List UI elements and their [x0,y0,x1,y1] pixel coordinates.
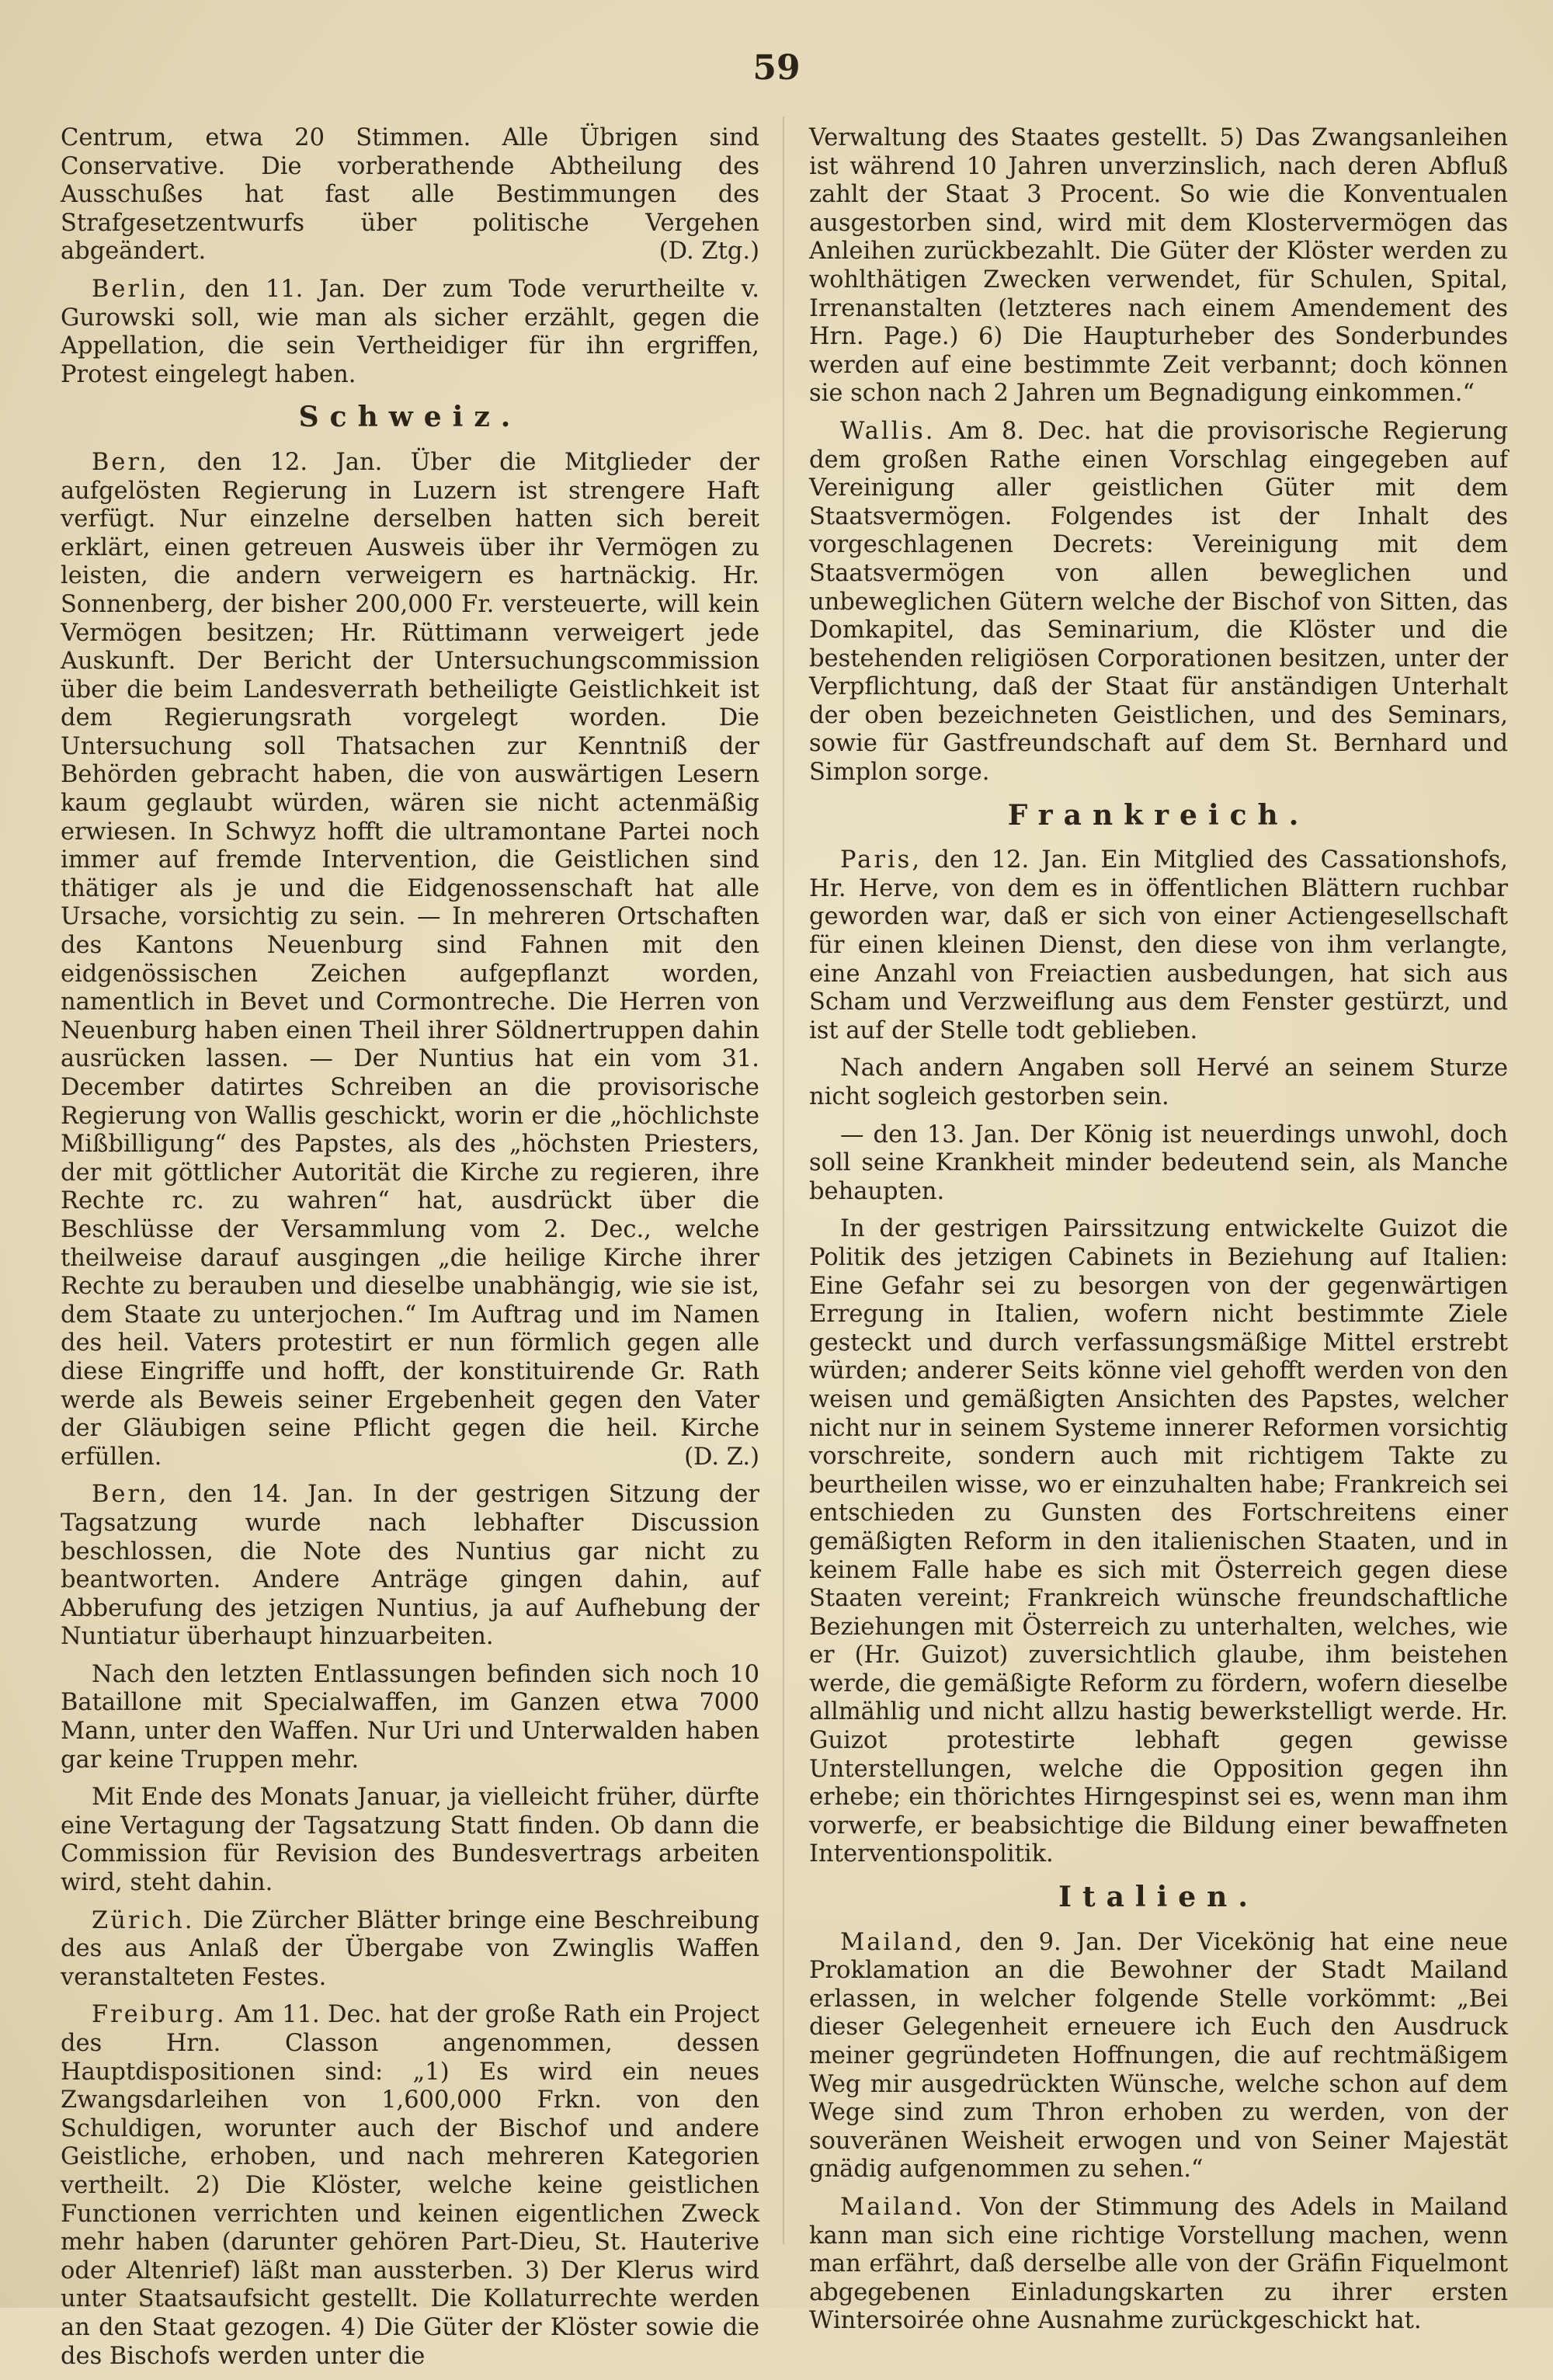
dateline: Paris, [840,846,922,874]
dateline: Zürich. [92,1906,195,1934]
article-paragraph [809,1215,1508,1869]
paragraph-text: Nach den letzten Entlassungen befinden sich noch 10 Bataillone mit Specialwaffen, im Ganzen etwa 7000 Mann, unter den Waffen. Nur Uri und Unterwalden haben gar keine Truppen mehr. [61,1660,759,1774]
article-paragraph [61,276,759,389]
article-paragraph [809,124,1508,408]
dateline: Bern, [92,1481,169,1509]
article-paragraph [809,1054,1508,1111]
article-paragraph [809,846,1508,1045]
paragraph-text: Am 11. Dec. hat der große Rath ein Project des Hrn. Classon angenommen, dessen Hauptdispositionen sind: „1) Es wird ein neues Zwangsdarleihen von 1,600,000 Frkn. von den Schuldigen, worunter auch der Bischof und andere Geistliche, erhoben, und nach mehreren Kategorien vertheilt. 2) Die Klöster, welche keine geistlichen Functionen verrichten und keinen eigentlichen Zweck mehr haben (darunter gehören Part-Dieu, St. Hauterive oder Altenrief) läßt man aussterben. 3) Der Klerus wird unter Staatsaufsicht gestellt. Die Kollaturrechte werden an den Staat gezogen. 4) Die Güter der Klöster sowie die des Bischofs werden unter die [61,2001,759,2370]
paragraph-text: In der gestrigen Pairssitzung entwickelte Guizot die Politik des jetzigen Cabinets in Beziehung auf Italien: Eine Gefahr sei zu besorgen von der gegenwärtigen Erregung in Italien, wofern nicht bestimmte Ziele gesteckt und durch verfassungsmäßige Mittel erstrebt würden; anderer Seits könne viel gehofft werden von den weisen und gemäßigten Ansichten des Papstes, welcher nicht nur in seinem Systeme innerer Reformen vorsichtig vorschreite, sondern auch mit richtigem Takte zu beurtheilen wisse, wo er einzuhalten habe; Frankreich sei entschieden zu Gunsten des Fortschreitens einer gemäßigten Reform in den italienischen Staaten, und in keinem Falle habe es sich mit Österreich gegen diese Staaten vereint; Frankreich wünsche freundschaftliche Beziehungen mit Österreich zu unterhalten, welches, wie er (Hr. Guizot) zuversichtlich glaube, ihm beistehen werde, die gemäßigte Reform zu fördern, wofern dieselbe allmählig und nicht allzu hastig bewerkstelligt werde. Hr. Guizot protestirte lebhaft gegen gewisse Unterstellungen, welche die Opposition gegen ihn erhebe; ein thörichtes Hirngespinst sei es, wenn man ihm vorwerfe, er beabsichtige die Bildung einer bewaffneten Interventionspolitik. [809,1215,1508,1868]
paragraph-text: Die Zürcher Blätter bringe eine Beschreibung des aus Anlaß der Übergabe von Zwinglis Waffen veranstalteten Festes. [61,1906,759,1991]
article-paragraph [61,1907,759,1993]
dateline: Freiburg. [92,2001,227,2029]
paragraph-text: Mit Ende des Monats Januar, ja vielleicht früher, dürfte eine Vertagung der Tagsatzung Statt finden. Ob dann die Commission für Revision des Bundesvertrags arbeiten wird, steht dahin. [61,1784,759,1897]
article-paragraph [809,1929,1508,2184]
dateline: Wallis. [840,417,936,445]
source-citation: (D. Z.) [684,1443,759,1471]
paragraph-text: den 12. Jan. Ein Mitglied des Cassationshofs, Hr. Herve, von dem es in öffentlichen Blättern ruchbar geworden war, daß er sich von einer Actiengesellschaft für einen kleinen Dienst, den diese von ihm verlangte, eine Anzahl von Freiactien ausbedungen, hat sich aus Scham und Verzweiflung aus dem Fenster gestürzt, und ist auf der Stelle todt geblieben. [809,846,1509,1044]
paragraph-text: Verwaltung des Staates gestellt. 5) Das Zwangsanleihen ist während 10 Jahren unverzinslich, nach deren Abfluß zahlt der Staat 3 Procent. So wie die Konventualen ausgestorben sind, wird mit dem Klostervermögen das Anleihen zurückbezahlt. Die Güter der Klöster werden zu wohlthätigen Zwecken verwendet, für Schulen, Spital, Irrenanstalten (letzteres nach einem Amendement des Hrn. Page.) 6) Die Haupturheber des Sonderbundes werden auf eine bestimmte Zeit verbannt; doch können sie schon nach 2 Jahren um Begnadigung einkommen.“ [809,124,1508,408]
article-paragraph [61,124,759,266]
dateline: Bern, [92,448,169,476]
article-paragraph [809,418,1508,787]
paragraph-text: den 14. Jan. In der gestrigen Sitzung der Tagsatzung wurde nach lebhafter Discussion beschlossen, die Note des Nuntius gar nicht zu beantworten. Andere Anträge gingen dahin, auf Abberufung des jetzigen Nuntius, ja auf Aufhebung der Nuntiatur überhaupt hinzuarbeiten. [61,1481,759,1651]
article-paragraph [61,449,759,1471]
dateline: Mailand, [840,1928,964,1956]
section-heading-schweiz: Schweiz. [298,401,522,434]
column-divider [783,116,784,2244]
article-paragraph [61,1481,759,1652]
paragraph-text: Nach andern Angaben soll Hervé an seinem Sturze nicht sogleich gestorben sein. [809,1054,1508,1110]
paragraph-text: Am 8. Dec. hat die provisorische Regierung dem großen Rathe einen Vorschlag eingegeben auf Vereinigung aller geistlichen Güter mit dem Staatsvermögen. Folgendes ist der Inhalt des vorgeschlagenen Decrets: Vereinigung mit dem Staatsvermögen von allen beweglichen und unbeweglichen Gütern welche der Bischof von Sitten, das Domkapitel, das Seminarium, die Klöster und die bestehenden religiösen Corporationen besitzen, unter der Verpflichtung, daß der Staat für anständigen Unterhalt der oben bezeichneten Geistlichen, und des Seminars, sowie für Gastfreundschaft auf dem St. Bernhard und Simplon sorge. [809,417,1508,787]
paragraph-text: — den 13. Jan. Der König ist neuerdings unwohl, doch soll seine Krankheit minder bedeutend sein, als Manche behaupten. [809,1121,1508,1205]
section-heading-italien: Italien. [1058,1881,1259,1914]
section-heading-frankreich: Frankreich. [1007,798,1310,832]
paragraph-text: den 11. Jan. Der zum Tode verurtheilte v. Gurowski soll, wie man als sicher erzählt, gegen die Appellation, die sein Vertheidiger für ihn ergriffen, Protest eingelegt haben. [61,275,759,388]
source-citation: (D. Ztg.) [658,238,759,266]
paragraph-text: Centrum, etwa 20 Stimmen. Alle Übrigen sind Conservative. Die vorberathende Abtheilung des Ausschußes hat fast alle Bestimmungen des Strafgesetzentwurfs über politische Vergehen abgeändert. [61,124,759,266]
dateline: Mailand. [840,2193,964,2221]
right-column [809,124,1508,2345]
paragraph-text: den 12. Jan. Über die Mitglieder der aufgelösten Regierung in Luzern ist strengere Haft verfügt. Nur einzelne derselben hatten sich bereit erklärt, einen getreuen Ausweis über ihr Vermögen zu leisten, die andern verweigern es hartnäckig. Hr. Sonnenberg, der bisher 200,000 Fr. versteuerte, will kein Vermögen besitzen; Hr. Rüttimann verweigert jede Auskunft. Der Bericht der Untersuchungscommission über die beim Landesverrath betheiligte Geistlichkeit ist dem Regierungsrath vorgelegt worden. Die Untersuchung soll Thatsachen zur Kenntniß der Behörden gebracht haben, die von auswärtigen Lesern kaum geglaubt würden, wären sie nicht actenmäßig erwiesen. In Schwyz hofft die ultramontane Partei noch immer auf fremde Intervention, die Geistlichen sind thätiger als je und die Eidgenossenschaft hat alle Ursache, vorsichtig zu sein. — In mehreren Ortschaften des Kantons Neuenburg sind Fahnen mit den eidgenössischen Zeichen aufgepflanzt worden, namentlich in Bevet und Cormontreche. Die Herren von Neuenburg haben einen Theil ihrer Söldnertruppen dahin ausrücken lassen. — Der Nuntius hat ein vom 31. December datirtes Schreiben an die provisorische Regierung von Wallis geschickt, worin er die „höchlichste Mißbilligung“ des Papstes, als des „höchsten Priesters, der mit göttlicher Autorität die Kirche zu regieren, ihre Rechte rc. zu wahren“ hat, ausdrückt über die Beschlüsse der Versammlung vom 2. Dec., welche theilweise darauf ausgingen „die heilige Kirche ihrer Rechte zu berauben und dieselbe unabhängig, wie sie ist, dem Staate zu unterjochen.“ Im Auftrag und im Namen des heil. Vaters protestirt er nun förmlich gegen alle diese Eingriffe und hofft, der konstituirende Gr. Rath werde als Beweis seiner Ergebenheit gegen den Vater der Gläubigen seine Pflicht gegen die heil. Kirche erfüllen. [61,448,759,1471]
page-number: 59 [752,48,801,88]
paragraph-text: den 9. Jan. Der Vicekönig hat eine neue Proklamation an die Bewohner der Stadt Mailand erlassen, in welcher folgende Stelle vorkömmt: „Bei dieser Gelegenheit erneuere ich Euch den Ausdruck meiner gegründeten Hoffnungen, die auf rechtmäßigem Weg mir ausgedrückten Wünsche, welche schon auf dem Wege sind zum Thron erhoben zu werden, von der souveränen Weisheit erwogen und von Seiner Majestät gnädig aufgenommen zu sehen.“ [809,1928,1508,2184]
article-paragraph [61,1784,759,1897]
article-paragraph [809,1121,1508,1207]
left-column [61,124,759,2380]
article-paragraph [809,2194,1508,2336]
article-paragraph [61,1661,759,1774]
dateline: Berlin, [92,275,189,303]
article-paragraph [61,2001,759,2371]
paragraph-text: Von der Stimmung des Adels in Mailand kann man sich eine richtige Vorstellung machen, wenn man erfährt, daß derselbe alle von der Gräfin Fiquelmont abgegebenen Einladungskarten zu ihrer ersten Wintersoirée ohne Ausnahme zurückgeschickt hat. [809,2193,1508,2335]
